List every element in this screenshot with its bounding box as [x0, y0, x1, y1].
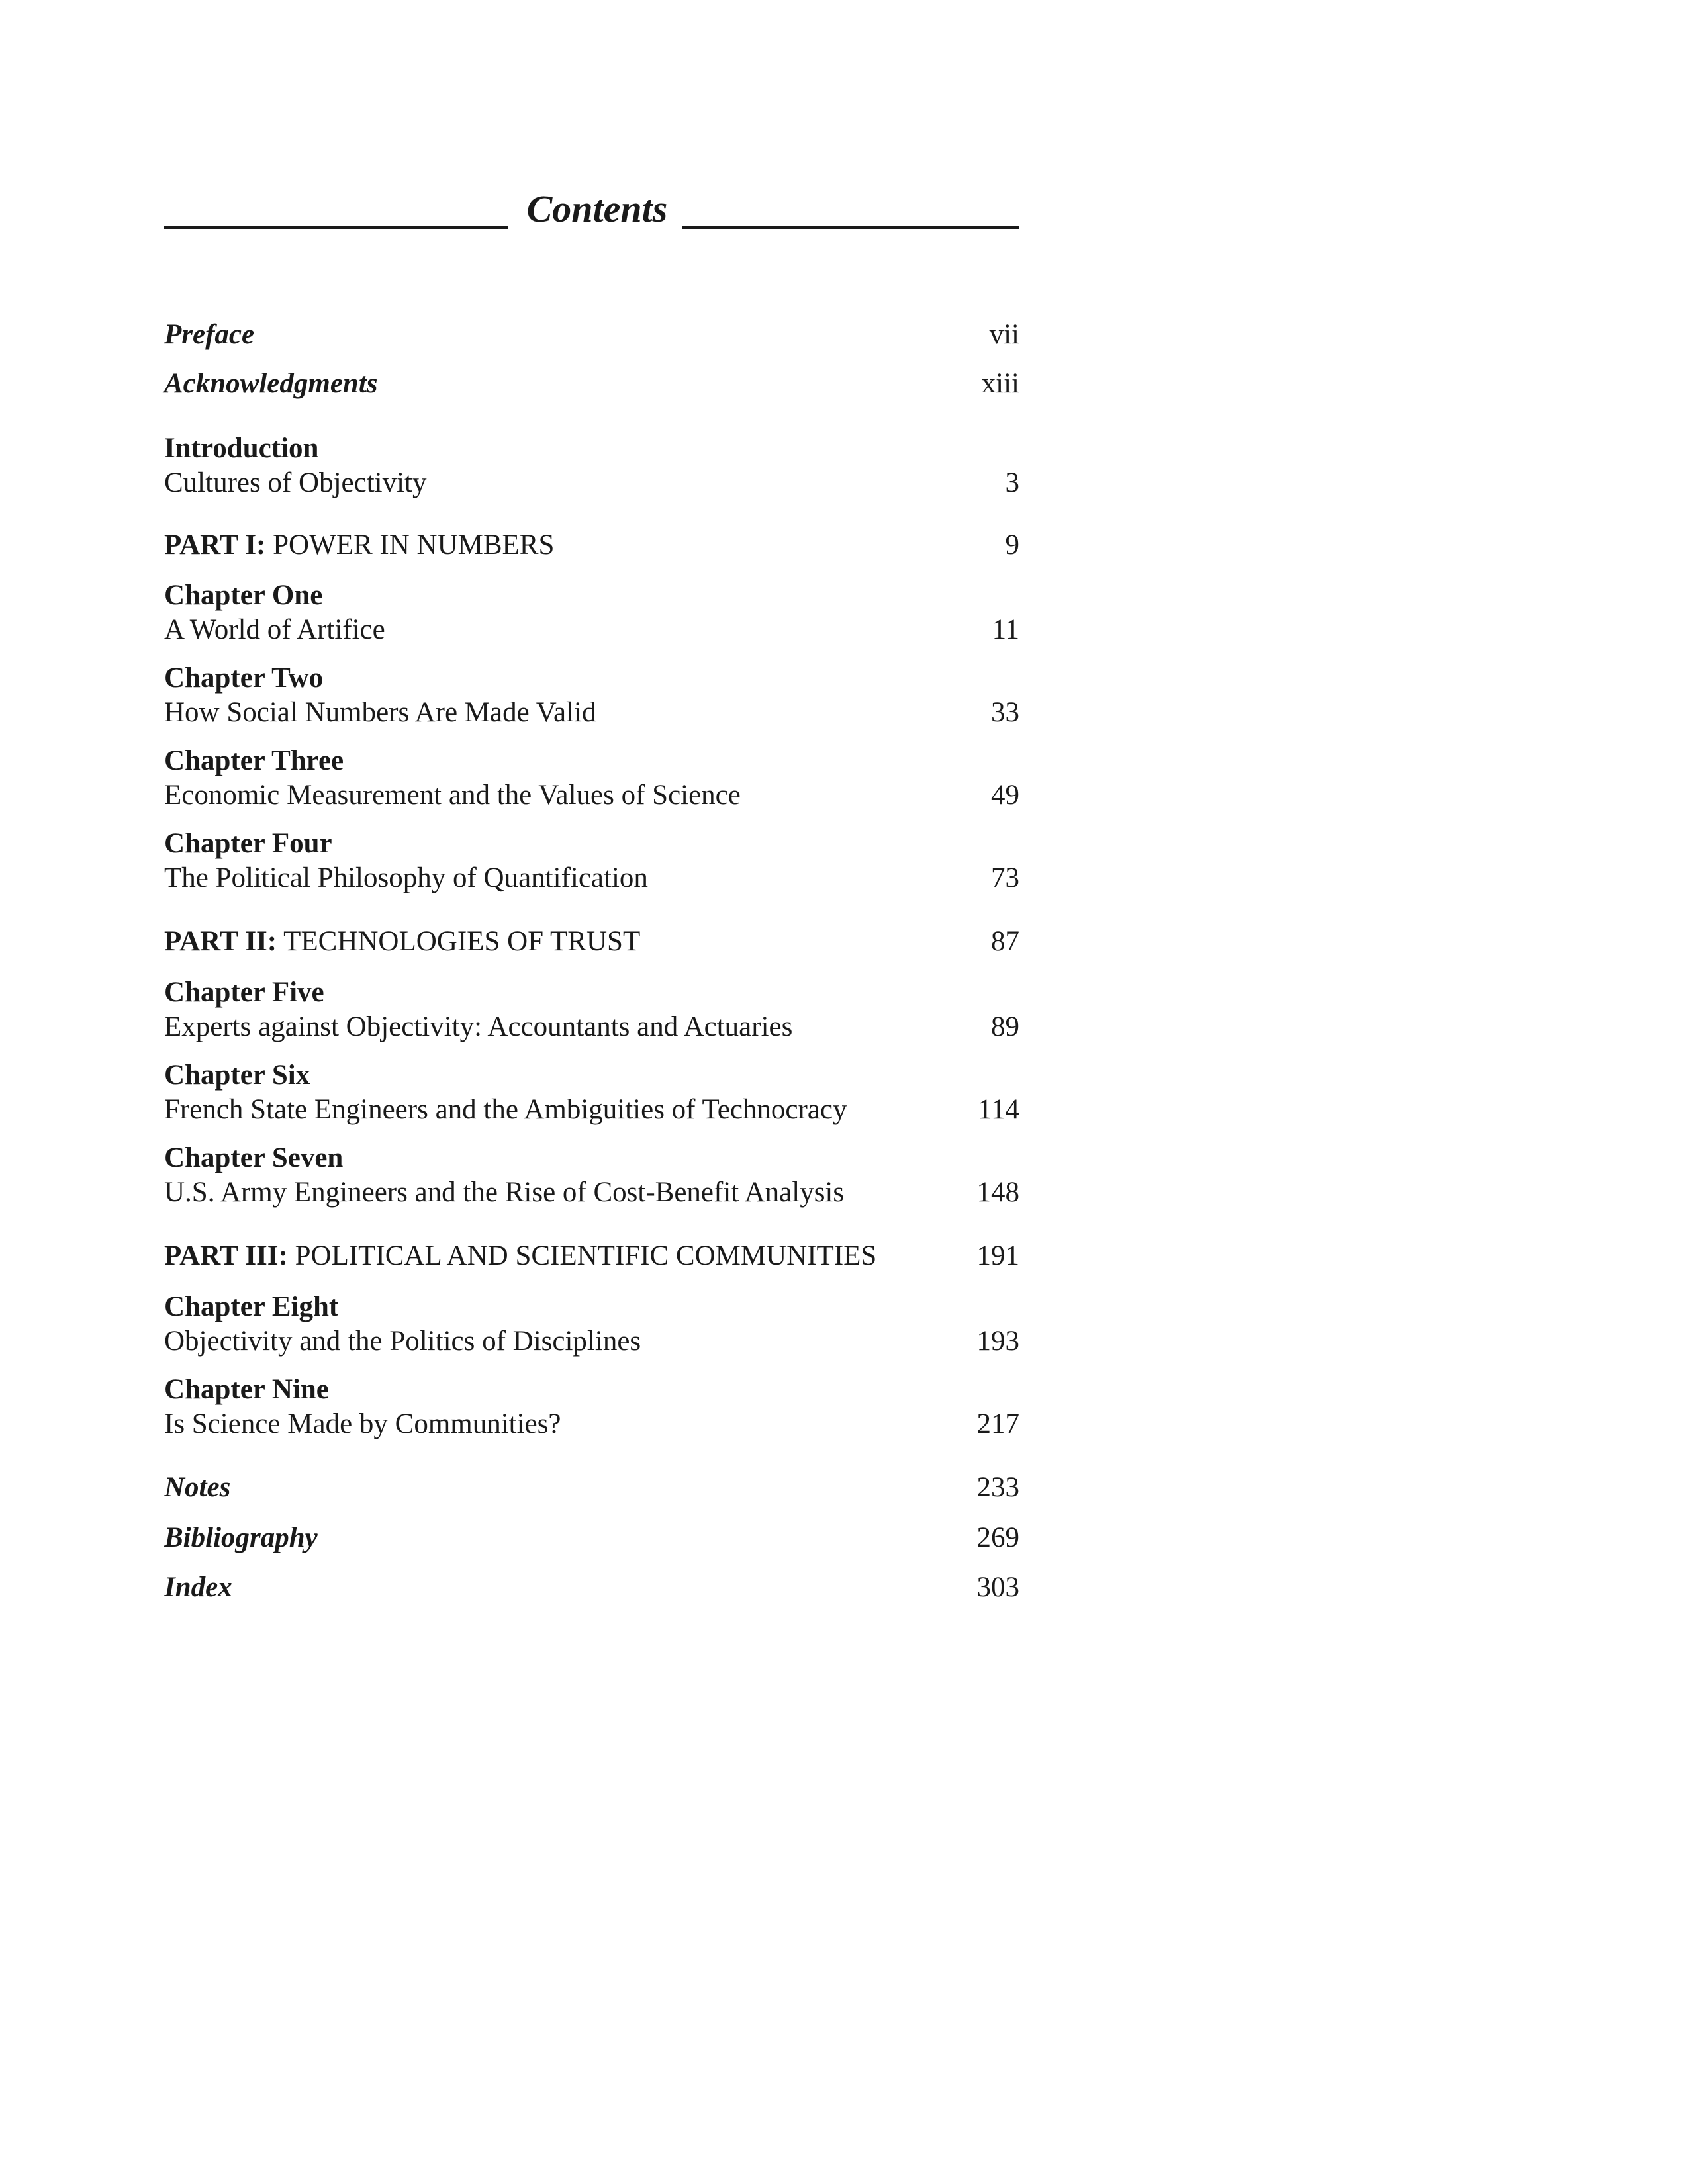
toc-entry-bibliography[interactable]	[164, 1521, 1019, 1555]
toc-entry-chapter-one[interactable]	[164, 578, 1019, 647]
entry-page-number: 233	[976, 1472, 1019, 1503]
entry-page-number: 49	[991, 780, 1019, 811]
entry-title: Bibliography	[164, 1522, 318, 1553]
entry-page-number: 217	[976, 1408, 1019, 1439]
entry-page-number: vii	[989, 319, 1019, 350]
entry-label: Chapter Two	[164, 662, 324, 694]
entry-title: Preface	[164, 319, 255, 350]
toc-entry-acknowledgments[interactable]	[164, 367, 1019, 401]
entry-page-number: 303	[976, 1572, 1019, 1603]
part-prefix: PART III:	[164, 1240, 288, 1271]
entry-title: U.S. Army Engineers and the Rise of Cost-Benefit Analysis	[164, 1177, 845, 1208]
part-name: TECHNOLOGIES OF TRUST	[283, 926, 641, 957]
part-prefix: PART II:	[164, 926, 277, 957]
entry-title: Is Science Made by Communities?	[164, 1408, 561, 1439]
part-name: POWER IN NUMBERS	[273, 529, 555, 561]
entry-page-number: 87	[991, 926, 1019, 957]
toc-entry-chapter-nine[interactable]	[164, 1373, 1019, 1441]
entry-page-number: 89	[991, 1011, 1019, 1042]
entry-page-number: 33	[991, 697, 1019, 728]
entry-label: Chapter Five	[164, 977, 324, 1008]
toc-entry-chapter-seven[interactable]	[164, 1141, 1019, 1210]
entry-title: How Social Numbers Are Made Valid	[164, 697, 596, 728]
toc-entry-chapter-five[interactable]	[164, 976, 1019, 1044]
entry-title: Economic Measurement and the Values of Science	[164, 780, 741, 811]
entry-page-number: 269	[976, 1522, 1019, 1553]
entry-title: A World of Artifice	[164, 614, 385, 645]
entry-page-number: 191	[976, 1240, 1019, 1271]
toc-entry-chapter-eight[interactable]	[164, 1290, 1019, 1359]
entry-title: The Political Philosophy of Quantification	[164, 862, 648, 893]
entry-page-number: 11	[992, 614, 1019, 645]
entry-label: Chapter Seven	[164, 1142, 344, 1173]
toc-entry-chapter-three[interactable]	[164, 744, 1019, 813]
header-rule-left	[164, 226, 508, 229]
entry-page-number: 73	[991, 862, 1019, 893]
contents-header	[164, 185, 1019, 238]
entry-label: Chapter One	[164, 580, 323, 611]
entry-title: Cultures of Objectivity	[164, 467, 427, 498]
entry-title: Index	[164, 1572, 232, 1603]
header-rule-right	[682, 226, 1019, 229]
entry-title: French State Engineers and the Ambiguities of Technocracy	[164, 1094, 847, 1125]
entry-title: Notes	[164, 1472, 231, 1503]
entry-label: Chapter Four	[164, 828, 332, 859]
toc-part-3[interactable]	[164, 1239, 1019, 1273]
entry-page-number: 9	[1005, 529, 1019, 561]
toc-entry-chapter-two[interactable]	[164, 661, 1019, 730]
toc-part-1[interactable]	[164, 528, 1019, 563]
part-name: POLITICAL AND SCIENTIFIC COMMUNITIES	[295, 1240, 877, 1271]
entry-title: Objectivity and the Politics of Disciplines	[164, 1326, 641, 1357]
toc-entry-index[interactable]	[164, 1570, 1019, 1605]
toc-entry-introduction[interactable]	[164, 432, 1019, 500]
entry-title: Acknowledgments	[164, 368, 378, 399]
entry-label: Introduction	[164, 433, 319, 464]
toc-entry-preface[interactable]	[164, 318, 1019, 352]
toc-entry-chapter-six[interactable]	[164, 1058, 1019, 1127]
entry-page-number: 3	[1005, 467, 1019, 498]
entry-label: Chapter Nine	[164, 1374, 329, 1405]
toc-entry-chapter-four[interactable]	[164, 827, 1019, 895]
entry-title: Experts against Objectivity: Accountants and Actuaries	[164, 1011, 793, 1042]
entry-page-number: xiii	[981, 368, 1019, 399]
entry-page-number: 148	[976, 1177, 1019, 1208]
toc-entry-notes[interactable]	[164, 1471, 1019, 1505]
entry-page-number: 114	[978, 1094, 1019, 1125]
entry-page-number: 193	[976, 1326, 1019, 1357]
toc-part-2[interactable]	[164, 925, 1019, 959]
entry-label: Chapter Three	[164, 745, 344, 776]
part-prefix: PART I:	[164, 529, 266, 561]
entry-label: Chapter Six	[164, 1060, 310, 1091]
entry-label: Chapter Eight	[164, 1291, 339, 1322]
page-title: Contents	[526, 187, 668, 230]
